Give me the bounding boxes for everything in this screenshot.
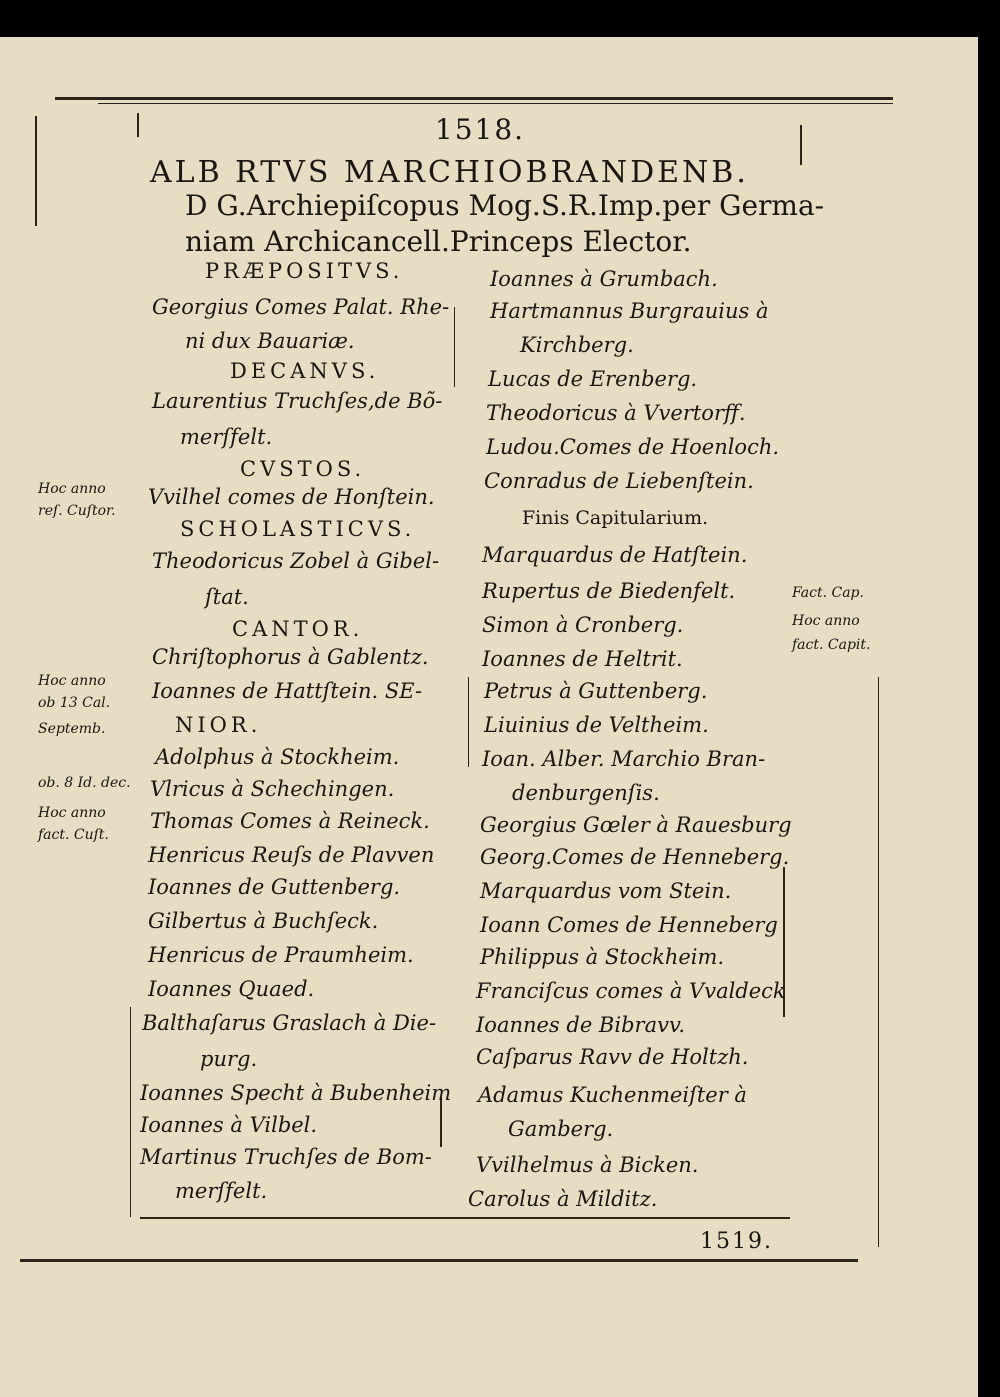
right-entry-7: Conradus de Liebenſtein. xyxy=(484,469,754,493)
right-entry-13: Petrus à Guttenberg. xyxy=(484,679,708,703)
right-entry-5: Theodoricus à Vvertorff. xyxy=(486,401,746,425)
left-entry-23: Ioannes Quaed. xyxy=(148,977,315,1001)
left-entry-25: purg. xyxy=(200,1047,258,1071)
right-margin-line-3 xyxy=(878,677,879,1247)
right-entry-10: Rupertus de Biedenfelt. xyxy=(482,579,736,603)
title-line-1: ALB RTVS MARCHIOBRANDENB. xyxy=(150,155,749,190)
left-margin-line-2 xyxy=(137,113,139,137)
margin-note-left-6: ob. 8 Id. dec. xyxy=(38,775,131,791)
right-entry-8: Finis Capitularium. xyxy=(522,507,709,529)
left-entry-12: CANTOR. xyxy=(232,617,364,641)
left-entry-1: PRÆPOSITVS. xyxy=(205,259,404,283)
center-column-rule-2 xyxy=(468,677,469,767)
margin-note-left-7: Hoc anno xyxy=(38,805,106,821)
left-entry-22: Henricus de Praumheim. xyxy=(148,943,414,967)
top-rule xyxy=(55,97,893,100)
left-entry-21: Gilbertus à Buchſeck. xyxy=(148,909,379,933)
left-entry-20: Ioannes de Guttenberg. xyxy=(148,875,401,899)
left-entry-13: Chriſtophorus à Gablentz. xyxy=(152,645,429,669)
left-entry-14: Ioannes de Hattſtein. SE- xyxy=(152,679,423,703)
left-entry-2: Georgius Comes Palat. Rhe- xyxy=(152,295,450,319)
margin-note-left-5: Septemb. xyxy=(38,721,106,737)
right-entry-24: Caſparus Ravv de Holtzh. xyxy=(476,1045,749,1069)
page xyxy=(0,37,978,1397)
right-entry-17: Georgius Gœler à Rauesburg xyxy=(480,813,792,837)
left-entry-3: ni dux Bauariæ. xyxy=(185,329,355,353)
left-entry-5: Laurentius Truchſes,de Bõ- xyxy=(152,389,443,413)
right-entry-25: Adamus Kuchenmeiſter à xyxy=(478,1083,747,1107)
margin-note-left-4: ob 13 Cal. xyxy=(38,695,111,711)
left-column-rule xyxy=(130,1007,131,1217)
left-entry-10: Theodoricus Zobel à Gibel- xyxy=(152,549,440,573)
right-entry-27: Vvilhelmus à Bicken. xyxy=(476,1153,699,1177)
left-entry-29: merſfelt. xyxy=(175,1179,268,1203)
title-line-3: niam Archicancell.Princeps Elector. xyxy=(185,225,692,258)
year-bottom: 1519. xyxy=(700,1229,773,1254)
right-entry-19: Marquardus vom Stein. xyxy=(480,879,732,903)
right-entry-16: denburgenſis. xyxy=(512,781,660,805)
right-entry-11: Simon à Cronberg. xyxy=(482,613,684,637)
left-entry-27: Ioannes à Vilbel. xyxy=(140,1113,318,1137)
left-entry-11: ſtat. xyxy=(205,585,249,609)
left-entry-6: merſfelt. xyxy=(180,425,273,449)
left-entry-17: Vlricus à Schechingen. xyxy=(150,777,395,801)
left-entry-4: DECANVS. xyxy=(230,359,380,383)
right-entry-20: Ioann Comes de Henneberg xyxy=(480,913,778,937)
right-entry-26: Gamberg. xyxy=(508,1117,614,1141)
right-entry-2: Hartmannus Burgrauius à xyxy=(490,299,769,323)
margin-note-right-3: fact. Capit. xyxy=(792,637,871,653)
right-entry-4: Lucas de Erenberg. xyxy=(488,367,698,391)
margin-note-right-1: Fact. Cap. xyxy=(792,585,864,601)
left-entry-15: NIOR. xyxy=(175,713,262,737)
right-entry-15: Ioan. Alber. Marchio Bran- xyxy=(482,747,766,771)
left-entry-9: SCHOLASTICVS. xyxy=(180,517,416,541)
left-entry-19: Henricus Reuſs de Plavven xyxy=(148,843,435,867)
right-entry-18: Georg.Comes de Henneberg. xyxy=(480,845,790,869)
right-entry-21: Philippus à Stockheim. xyxy=(480,945,725,969)
left-margin-line xyxy=(35,116,37,226)
right-entry-28: Carolus à Milditz. xyxy=(468,1187,658,1211)
left-entry-18: Thomas Comes à Reineck. xyxy=(150,809,430,833)
margin-note-left-2: reſ. Cuſtor. xyxy=(38,503,116,519)
margin-note-left-3: Hoc anno xyxy=(38,673,106,689)
left-entry-8: Vvilhel comes de Honſtein. xyxy=(148,485,435,509)
title-line-2: D G.Archiepiſcopus Mog.S.R.Imp.per Germa- xyxy=(185,189,825,222)
left-entry-24: Balthaſarus Graslach à Die- xyxy=(142,1011,437,1035)
right-entry-23: Ioannes de Bibravv. xyxy=(476,1013,685,1037)
right-margin-line xyxy=(800,125,802,165)
left-entry-16: Adolphus à Stockheim. xyxy=(155,745,400,769)
margin-note-right-2: Hoc anno xyxy=(792,613,860,629)
right-entry-22: Franciſcus comes à Vvaldeck xyxy=(476,979,786,1003)
margin-note-left-1: Hoc anno xyxy=(38,481,106,497)
top-rule-2 xyxy=(98,103,893,104)
year-top: 1518. xyxy=(434,113,526,146)
right-entry-9: Marquardus de Hatſtein. xyxy=(482,543,748,567)
right-entry-6: Ludou.Comes de Hoenloch. xyxy=(486,435,780,459)
right-entry-14: Liuinius de Veltheim. xyxy=(484,713,709,737)
left-entry-28: Martinus Truchſes de Bom- xyxy=(140,1145,432,1169)
bottom-rule xyxy=(140,1217,790,1219)
right-entry-3: Kirchberg. xyxy=(520,333,634,357)
right-entry-12: Ioannes de Heltrit. xyxy=(482,647,683,671)
right-entry-1: Ioannes à Grumbach. xyxy=(490,267,718,291)
bottom-rule-2 xyxy=(20,1259,858,1262)
left-entry-26: Ioannes Specht à Bubenheim xyxy=(140,1081,452,1105)
margin-note-left-8: fact. Cuſt. xyxy=(38,827,109,843)
left-entry-7: CVSTOS. xyxy=(240,457,366,481)
center-column-rule xyxy=(454,307,455,387)
